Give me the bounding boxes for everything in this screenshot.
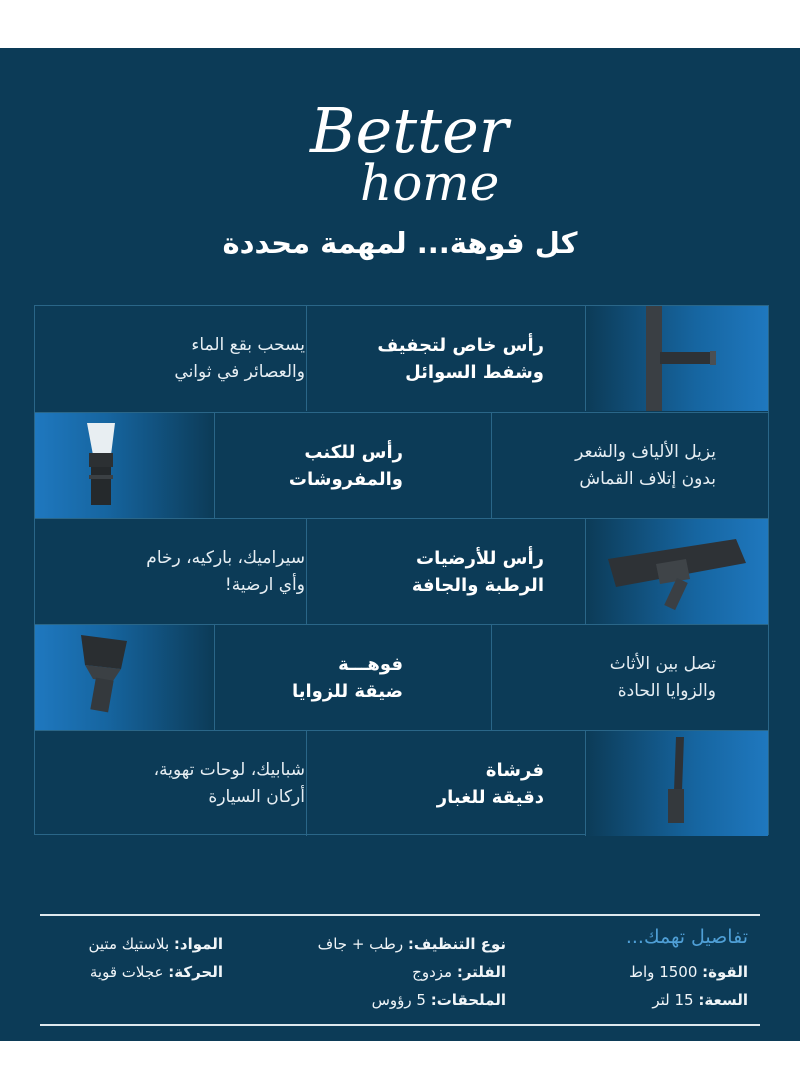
nozzle-grid: [34, 305, 769, 835]
page-headline: كل فوهة... لمهمة محددة: [222, 226, 578, 260]
details-column-3: [23, 930, 223, 986]
nozzle-title: فرشاة دقيقة للغبار: [436, 760, 544, 808]
floor-nozzle-icon: [586, 519, 768, 624]
details-heading: تفاصيل تهمك...: [625, 926, 748, 948]
spec-item: القوة: 1500 واط: [629, 963, 748, 981]
nozzle-row: [35, 624, 768, 730]
nozzle-row: [35, 306, 768, 412]
product-poster: [0, 48, 800, 1041]
nozzle-title: فوهـــة ضيقة للزوايا: [291, 654, 403, 702]
nozzle-description: يسحب بقع الماء والعصائر في ثواني: [174, 335, 305, 382]
logo-line1: Better: [310, 94, 509, 167]
wet-nozzle-icon: [586, 306, 768, 411]
crevice-nozzle-icon: [586, 731, 768, 836]
details-bottom-rule: [40, 1024, 760, 1026]
details-top-rule: [40, 914, 760, 916]
nozzle-row: [35, 518, 768, 624]
nozzle-description: تصل بين الأثاث والزوايا الحادة: [609, 654, 716, 701]
details-column-2: [266, 930, 506, 1014]
logo-line2: home: [360, 154, 500, 212]
nozzle-description: يزيل الألياف والشعر بدون إتلاف القماش: [575, 442, 716, 489]
nozzle-row: [35, 730, 768, 836]
spec-item: الملحقات: 5 رؤوس: [371, 991, 506, 1009]
nozzle-title: رأس خاص لتجفيف وشفط السوائل: [377, 335, 544, 383]
nozzle-title: رأس للكنب والمفروشات: [288, 442, 403, 490]
spec-item: نوع التنظيف: رطب + جاف: [317, 935, 506, 953]
nozzle-description: شبابيك، لوحات تهوية، أركان السيارة: [153, 760, 305, 807]
nozzle-row: [35, 412, 768, 518]
spec-item: المواد: بلاستيك متين: [88, 935, 223, 953]
better-home-logo: [290, 82, 520, 212]
nozzle-title: رأس للأرضيات الرطبة والجافة: [411, 548, 544, 596]
details-column-1: [548, 958, 748, 1014]
spec-item: الحركة: عجلات قوية: [89, 963, 223, 981]
nozzle-description: سيراميك، باركيه، رخام وأي ارضية!: [146, 548, 305, 595]
spec-item: السعة: 15 لتر: [652, 991, 748, 1009]
spec-item: الفلتر: مزدوج: [412, 963, 506, 981]
